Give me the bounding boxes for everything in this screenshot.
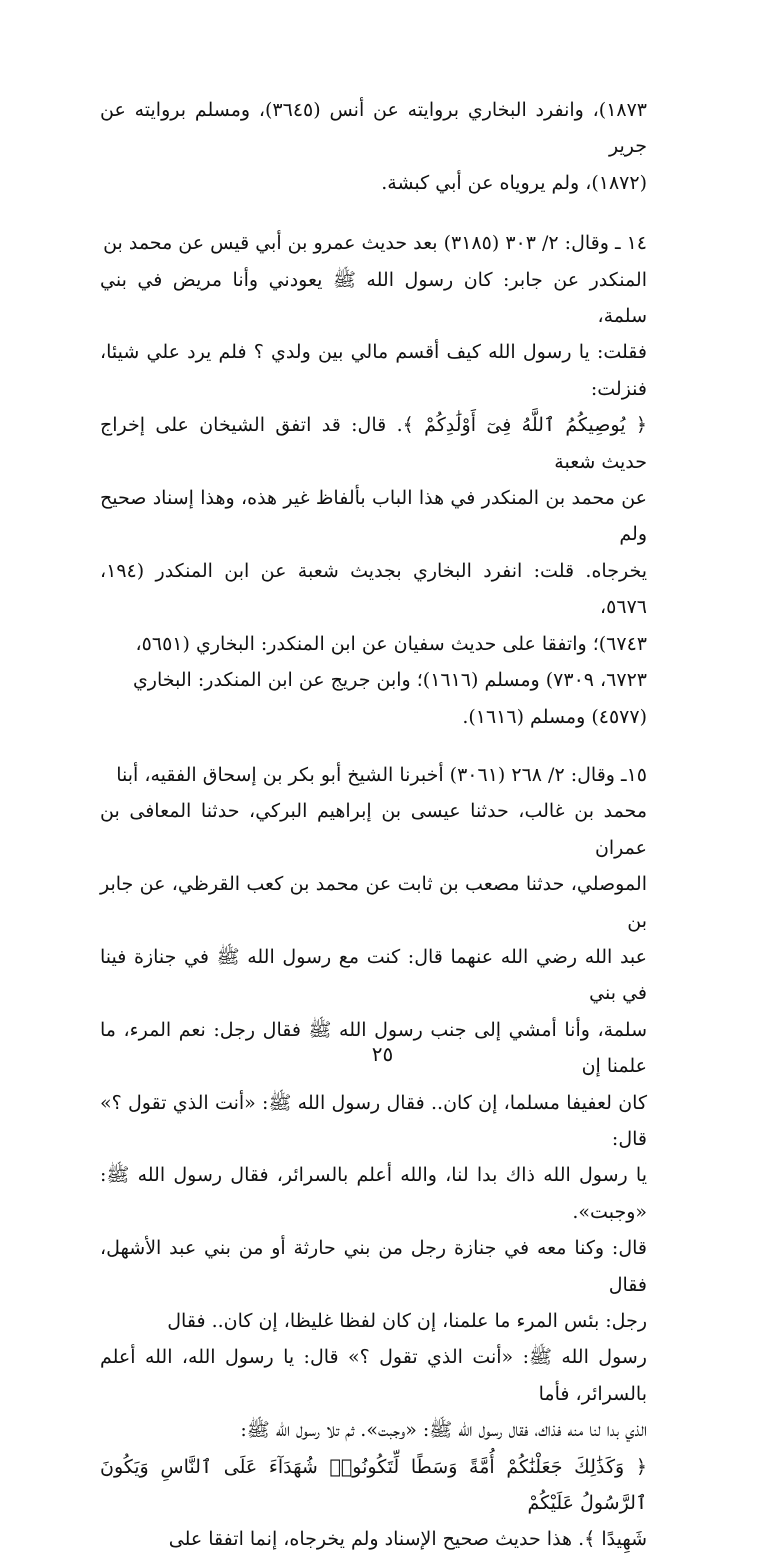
text-line: ﴿ يُوصِيكُمُ ٱللَّهُ فِىٓ أَوْلَٰدِكُمْ ﴾. قال: قد اتفق الشيخان على إخراج حديث شعبة (100, 414, 647, 473)
text-line: (٤٥٧٧) ومسلم (١٦١٦). (462, 705, 647, 728)
paragraph-1 (100, 92, 647, 201)
text-line: عبد الله رضي الله عنهما قال: كنت مع رسول الله ﷺ في جنازة فينا في بني (100, 945, 647, 1005)
paragraph-3 (100, 757, 647, 1558)
text-line: ١٨٧٣)، وانفرد البخاري بروايته عن أنس (٣٦٤٥)، ومسلم بروايته عن جرير (100, 99, 648, 158)
text-line: رسول الله ﷺ: «أنت الذي تقول ؟» قال: يا رسول الله، الله أعلم بالسرائر، فأما (100, 1346, 647, 1405)
text-line: رجل: بئس المرء ما علمنا، إن كان لفظا غليظا، إن كان.. فقال (167, 1310, 647, 1332)
text-line: يا رسول الله ذاك بدا لنا، والله أعلم بالسرائر، فقال رسول الله ﷺ: «وجبت». (100, 1164, 647, 1223)
text-line: ﴿ وَكَذَٰلِكَ جَعَلْنَٰكُمْ أُمَّةً وَسَطًا لِّتَكُونُوا۟ شُهَدَآءَ عَلَى ٱلنَّاسِ وَيَكُونَ ٱلرَّسُولُ عَلَيْكُمْ (100, 1455, 647, 1515)
text-line: عن محمد بن المنكدر في هذا الباب بألفاظ غير هذه، وهذا إسناد صحيح ولم (100, 487, 647, 546)
text-line: (١٨٧٢)، ولم يروياه عن أبي كبشة. (381, 171, 647, 194)
text-line: كان لعفيفا مسلما، إن كان.. فقال رسول الله ﷺ: «أنت الذي تقول ؟» قال: (100, 1091, 647, 1150)
text-line: قال: وكنا معه في جنازة رجل من بني حارثة أو من بني عبد الأشهل، فقال (100, 1237, 647, 1296)
text-line: شَهِيدًا ﴾. هذا حديث صحيح الإسناد ولم يخرجاه، إنما اتفقا على (168, 1528, 647, 1551)
text-line: ٦٧٢٣، ٧٣٠٩) ومسلم (١٦١٦)؛ وابن جريج عن ابن المنكدر: البخاري (132, 669, 647, 692)
text-line: ١٥ـ وقال: ٢/ ٢٦٨ (٣٠٦١) أخبرنا الشيخ أبو بكر بن إسحاق الفقيه، أبنا (116, 763, 647, 786)
text-line: يخرجاه. قلت: انفرد البخاري بجديث شعبة عن ابن المنكدر (١٩٤، ٥٦٧٦، (100, 559, 647, 619)
page-number: ٢٥ (371, 1042, 394, 1066)
text-line: ٦٧٤٣)؛ واتفقا على حديث سفيان عن ابن المنكدر: البخاري (٥٦٥١، (135, 632, 647, 655)
text-line: سلمة، وأنا أمشي إلى جنب رسول الله ﷺ فقال رجل: نعم المرء، ما علمنا إن (100, 1018, 647, 1078)
paragraph-2 (100, 225, 647, 735)
text-line: فقلت: يا رسول الله كيف أقسم مالي بين ولدي ؟ فلم يرد علي شيئا، فنزلت: (100, 341, 647, 400)
text-line: محمد بن غالب، حدثنا عيسى بن إبراهيم البركي، حدثنا المعافى بن عمران (100, 800, 647, 859)
text-line: الذي بدا لنا منه فذاك، فقال رسول الله ﷺ: «وجبت». ثم تلا رسول الله ﷺ: (240, 1419, 647, 1442)
text-line: ١٤ ـ وقال: ٢/ ٣٠٣ (٣١٨٥) بعد حديث عمرو بن أبي قيس عن محمد بن (103, 232, 647, 255)
text-line: الموصلي، حدثنا مصعب بن ثابت عن محمد بن كعب القرظي، عن جابر بن (100, 873, 647, 932)
text-line: المنكدر عن جابر: كان رسول الله ﷺ يعودني وأنا مريض في بني سلمة، (100, 268, 647, 328)
